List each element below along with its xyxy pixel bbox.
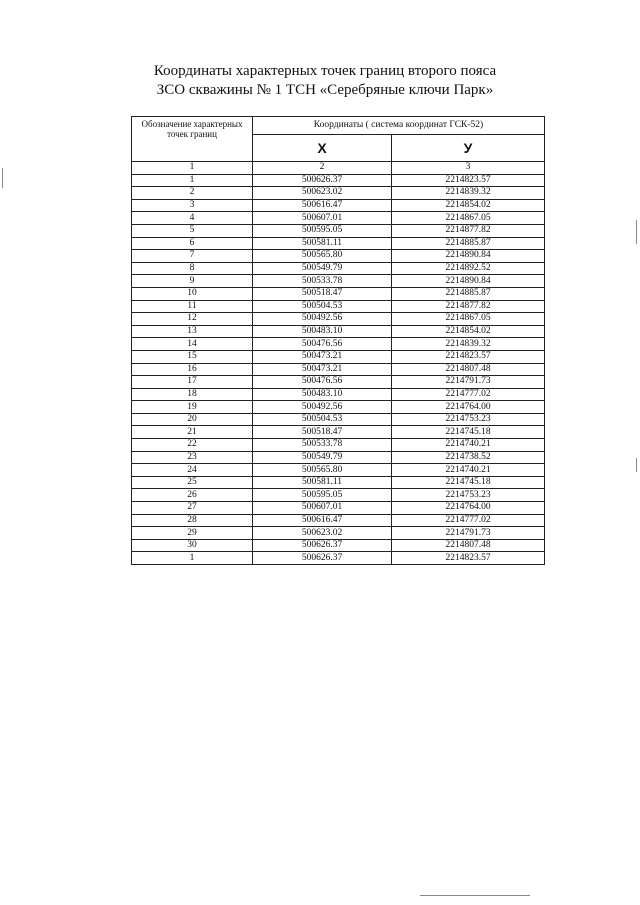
x-coordinate-cell: 500483.10 bbox=[253, 388, 392, 401]
table-row bbox=[132, 363, 545, 376]
point-number-cell: 23 bbox=[132, 451, 253, 464]
title-line-1: Координаты характерных точек границ второго пояса bbox=[153, 63, 497, 79]
y-coordinate-cell: 2214839.32 bbox=[392, 187, 545, 200]
table-row bbox=[132, 313, 545, 326]
y-coordinate-cell: 2214867.05 bbox=[392, 313, 545, 326]
table-row bbox=[132, 539, 545, 552]
column-number: 2 bbox=[253, 162, 392, 175]
x-coordinate-cell: 500518.47 bbox=[253, 287, 392, 300]
table-row bbox=[132, 464, 545, 477]
table-row bbox=[132, 350, 545, 363]
y-coordinate-cell: 2214839.32 bbox=[392, 338, 545, 351]
y-coordinate-cell: 2214753.23 bbox=[392, 489, 545, 502]
point-number-cell: 21 bbox=[132, 426, 253, 439]
point-designation-header: Обозначение характерных точек границ bbox=[132, 117, 253, 162]
x-coordinate-cell: 500581.11 bbox=[253, 476, 392, 489]
column-number: 1 bbox=[132, 162, 253, 175]
point-number-cell: 28 bbox=[132, 514, 253, 527]
coordinates-table bbox=[131, 116, 545, 565]
y-coordinate-cell: 2214854.02 bbox=[392, 325, 545, 338]
point-number-cell: 15 bbox=[132, 350, 253, 363]
point-number-cell: 3 bbox=[132, 199, 253, 212]
point-number-cell: 16 bbox=[132, 363, 253, 376]
x-coordinate-cell: 500626.37 bbox=[253, 552, 392, 565]
point-number-cell: 17 bbox=[132, 376, 253, 389]
scan-artifact bbox=[636, 458, 637, 472]
y-column-header: У bbox=[392, 135, 545, 162]
x-coordinate-cell: 500626.37 bbox=[253, 174, 392, 187]
x-coordinate-cell: 500623.02 bbox=[253, 527, 392, 540]
point-number-cell: 19 bbox=[132, 401, 253, 414]
y-coordinate-cell: 2214745.18 bbox=[392, 476, 545, 489]
y-coordinate-cell: 2214745.18 bbox=[392, 426, 545, 439]
y-coordinate-cell: 2214867.05 bbox=[392, 212, 545, 225]
table-row bbox=[132, 338, 545, 351]
point-number-cell: 14 bbox=[132, 338, 253, 351]
x-coordinate-cell: 500549.79 bbox=[253, 451, 392, 464]
table-row bbox=[132, 413, 545, 426]
x-coordinate-cell: 500518.47 bbox=[253, 426, 392, 439]
point-number-cell: 7 bbox=[132, 250, 253, 263]
table-row bbox=[132, 451, 545, 464]
x-coordinate-cell: 500626.37 bbox=[253, 539, 392, 552]
x-coordinate-cell: 500476.56 bbox=[253, 376, 392, 389]
table-row bbox=[132, 287, 545, 300]
y-coordinate-cell: 2214854.02 bbox=[392, 199, 545, 212]
x-coordinate-cell: 500533.78 bbox=[253, 275, 392, 288]
scan-artifact bbox=[2, 168, 3, 188]
x-coordinate-cell: 500533.78 bbox=[253, 439, 392, 452]
x-coordinate-cell: 500504.53 bbox=[253, 413, 392, 426]
table-row bbox=[132, 275, 545, 288]
table-row bbox=[132, 476, 545, 489]
point-number-cell: 4 bbox=[132, 212, 253, 225]
point-number-cell: 30 bbox=[132, 539, 253, 552]
table-row bbox=[132, 401, 545, 414]
y-coordinate-cell: 2214807.48 bbox=[392, 539, 545, 552]
x-coordinate-cell: 500492.56 bbox=[253, 313, 392, 326]
point-number-cell: 9 bbox=[132, 275, 253, 288]
coordinates-system-header: Координаты ( система координат ГСК-52) bbox=[253, 117, 545, 135]
x-coordinate-cell: 500607.01 bbox=[253, 212, 392, 225]
point-number-cell: 6 bbox=[132, 237, 253, 250]
y-coordinate-cell: 2214777.02 bbox=[392, 388, 545, 401]
x-coordinate-cell: 500565.80 bbox=[253, 464, 392, 477]
point-number-cell: 20 bbox=[132, 413, 253, 426]
table-row bbox=[132, 174, 545, 187]
title-line-2: ЗСО скважины № 1 ТСН «Серебряные ключи Парк» bbox=[156, 82, 494, 98]
y-coordinate-cell: 2214764.00 bbox=[392, 502, 545, 515]
y-coordinate-cell: 2214890.84 bbox=[392, 250, 545, 263]
y-coordinate-cell: 2214777.02 bbox=[392, 514, 545, 527]
y-coordinate-cell: 2214877.82 bbox=[392, 300, 545, 313]
x-coordinate-cell: 500504.53 bbox=[253, 300, 392, 313]
x-column-header: X bbox=[253, 135, 392, 162]
y-coordinate-cell: 2214807.48 bbox=[392, 363, 545, 376]
x-coordinate-cell: 500483.10 bbox=[253, 325, 392, 338]
point-number-cell: 12 bbox=[132, 313, 253, 326]
point-number-cell: 1 bbox=[132, 174, 253, 187]
y-coordinate-cell: 2214738.52 bbox=[392, 451, 545, 464]
y-coordinate-cell: 2214823.57 bbox=[392, 552, 545, 565]
table-row bbox=[132, 388, 545, 401]
point-number-cell: 26 bbox=[132, 489, 253, 502]
x-coordinate-cell: 500595.05 bbox=[253, 489, 392, 502]
x-coordinate-cell: 500473.21 bbox=[253, 363, 392, 376]
point-number-cell: 29 bbox=[132, 527, 253, 540]
x-coordinate-cell: 500616.47 bbox=[253, 199, 392, 212]
y-coordinate-cell: 2214764.00 bbox=[392, 401, 545, 414]
x-coordinate-cell: 500473.21 bbox=[253, 350, 392, 363]
y-coordinate-cell: 2214823.57 bbox=[392, 174, 545, 187]
point-number-cell: 18 bbox=[132, 388, 253, 401]
x-coordinate-cell: 500492.56 bbox=[253, 401, 392, 414]
table-row bbox=[132, 527, 545, 540]
y-coordinate-cell: 2214885.87 bbox=[392, 237, 545, 250]
y-coordinate-cell: 2214885.87 bbox=[392, 287, 545, 300]
table-row bbox=[132, 552, 545, 565]
table-row bbox=[132, 250, 545, 263]
y-coordinate-cell: 2214753.23 bbox=[392, 413, 545, 426]
x-coordinate-cell: 500616.47 bbox=[253, 514, 392, 527]
point-number-cell: 27 bbox=[132, 502, 253, 515]
point-number-cell: 25 bbox=[132, 476, 253, 489]
y-coordinate-cell: 2214892.52 bbox=[392, 262, 545, 275]
y-coordinate-cell: 2214740.21 bbox=[392, 464, 545, 477]
x-coordinate-cell: 500595.05 bbox=[253, 224, 392, 237]
column-number-row bbox=[132, 162, 545, 175]
x-coordinate-cell: 500565.80 bbox=[253, 250, 392, 263]
point-number-cell: 13 bbox=[132, 325, 253, 338]
table-row bbox=[132, 489, 545, 502]
y-coordinate-cell: 2214890.84 bbox=[392, 275, 545, 288]
point-number-cell: 5 bbox=[132, 224, 253, 237]
table-row bbox=[132, 300, 545, 313]
x-coordinate-cell: 500607.01 bbox=[253, 502, 392, 515]
y-coordinate-cell: 2214791.73 bbox=[392, 376, 545, 389]
x-coordinate-cell: 500476.56 bbox=[253, 338, 392, 351]
point-number-cell: 10 bbox=[132, 287, 253, 300]
table-row bbox=[132, 237, 545, 250]
table-row bbox=[132, 325, 545, 338]
point-number-cell: 24 bbox=[132, 464, 253, 477]
y-coordinate-cell: 2214740.21 bbox=[392, 439, 545, 452]
point-number-cell: 8 bbox=[132, 262, 253, 275]
table-row bbox=[132, 439, 545, 452]
x-coordinate-cell: 500549.79 bbox=[253, 262, 392, 275]
x-coordinate-cell: 500581.11 bbox=[253, 237, 392, 250]
scan-artifact bbox=[420, 895, 530, 896]
table-row bbox=[132, 514, 545, 527]
x-coordinate-cell: 500623.02 bbox=[253, 187, 392, 200]
point-number-cell: 11 bbox=[132, 300, 253, 313]
table-row bbox=[132, 376, 545, 389]
y-coordinate-cell: 2214877.82 bbox=[392, 224, 545, 237]
table-row bbox=[132, 224, 545, 237]
point-number-cell: 22 bbox=[132, 439, 253, 452]
point-number-cell: 1 bbox=[132, 552, 253, 565]
scan-artifact bbox=[636, 220, 637, 244]
y-coordinate-cell: 2214791.73 bbox=[392, 527, 545, 540]
table-row bbox=[132, 262, 545, 275]
table-row bbox=[132, 502, 545, 515]
column-number: 3 bbox=[392, 162, 545, 175]
y-coordinate-cell: 2214823.57 bbox=[392, 350, 545, 363]
table-row bbox=[132, 187, 545, 200]
table-row bbox=[132, 212, 545, 225]
document-title bbox=[80, 62, 570, 100]
table-row bbox=[132, 199, 545, 212]
table-row bbox=[132, 426, 545, 439]
point-number-cell: 2 bbox=[132, 187, 253, 200]
